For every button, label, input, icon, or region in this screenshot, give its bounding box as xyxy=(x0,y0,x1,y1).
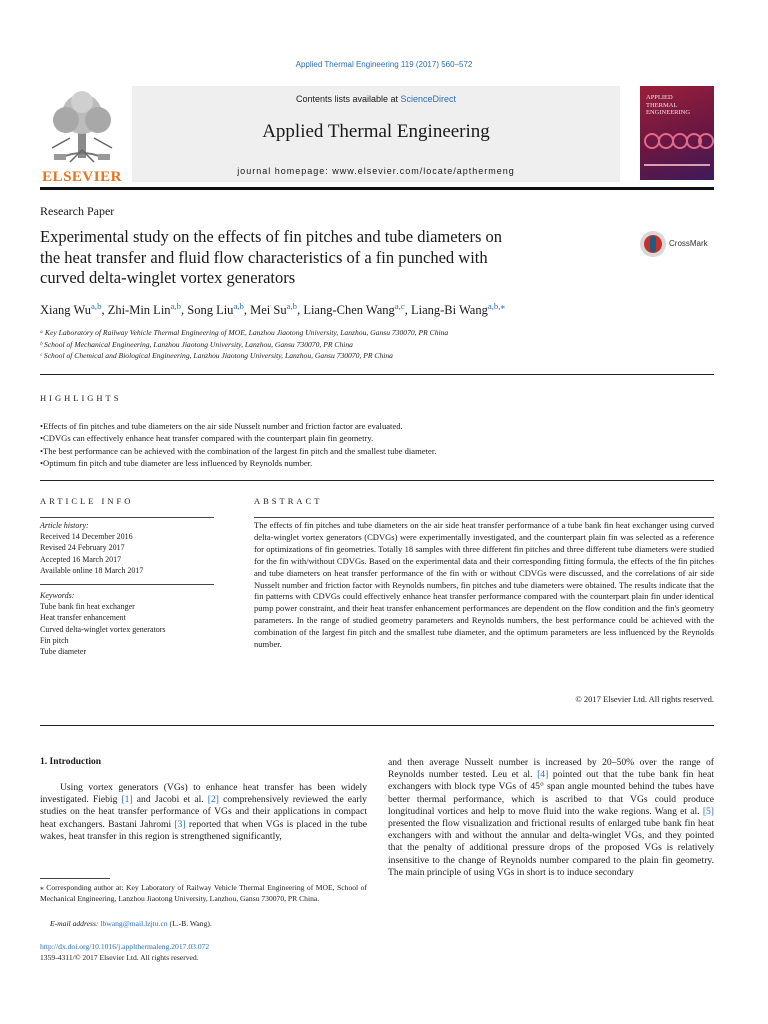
contents-prefix: Contents lists available at xyxy=(295,94,401,104)
abstract-bottom-rule xyxy=(40,725,714,726)
article-info-rule xyxy=(40,517,214,518)
highlight-item: • Effects of fin pitches and tube diameters on the air side Nusselt number and friction factor are evaluated. xyxy=(40,420,714,432)
affiliation-c: ᶜ School of Chemical and Biological Engineering, Lanzhou Jiaotong University, Lanzhou, Gansu 730070, PR China xyxy=(40,351,393,360)
cover-line-1: APPLIED xyxy=(646,94,673,101)
title-line-1: Experimental study on the effects of fin pitches and tube diameters on xyxy=(40,227,503,246)
corresponding-author-note: ⁎ Corresponding author at: Key Laboratory of Railway Vehicle Thermal Engineering of MOE, School of Mechanical Engineering, Lanzhou Jiaotong University, Lanzhou, Gansu 730070, PR China. xyxy=(40,883,367,903)
author[interactable]: Xiang Wu$^{a,b}$, xyxy=(40,300,108,317)
highlights-top-rule xyxy=(40,374,714,375)
highlights-heading: HIGHLIGHTS xyxy=(40,393,122,403)
citation-ref[interactable]: [2] xyxy=(207,794,219,806)
abstract-rule xyxy=(254,517,714,518)
history-label: Article history: xyxy=(40,521,89,530)
author[interactable]: Liang-Bi Wang$^{a,b,⁎}$ xyxy=(410,300,505,317)
cover-footer-strip xyxy=(644,164,710,166)
article-title xyxy=(40,227,620,289)
abstract-text: The effects of fin pitches and tube diameters on the air side heat transfer performance of a tube bank fin heat exchanger using curved delta-winglet vortex generators (CDVGs) were experimentally investigated, and the counterpart plain fin was selected as a reference for optimizations of fin geometries. Totally 18 samples with three different fin pitches and three different tube diameters were studied for the fin with/without CDVGs. Based on the experimental data and their corresponding fitting formula, the effects of the fin pitches and tube diameters on heat transfer performance of the fin with or without CDVGs were discussed, and the correlations of air side Nusselt number and friction factor with Reynolds numbers, fin pitches and tube diameters were obtained. The results indicate that the fin patterns with CDVGs could effectively enhance heat transfer performance compared with the counterpart plain fin under identical pump power constraint, and their heat transfer enhancement performances are dependent on the flow condition and the fin's geometry parameters. In the range of studied geometry parameters and Reynolds numbers, the best performance could be achieved with the combination of the largest fin pitch and the smallest tube diameter, and the optimum parameters are less influenced by the Reynolds number. xyxy=(254,520,714,650)
journal-citation[interactable]: Applied Thermal Engineering 119 (2017) 560–572 xyxy=(295,60,473,69)
keywords-label: Keywords: xyxy=(40,591,75,600)
elsevier-wordmark: ELSEVIER xyxy=(42,169,122,185)
cover-line-2: THERMAL xyxy=(646,101,678,109)
header-rule xyxy=(40,187,714,190)
affiliation-b: ᵇ School of Mechanical Engineering, Lanzhou Jiaotong University, Lanzhou, Gansu 730070, PR China xyxy=(40,339,353,349)
elsevier-tree-icon xyxy=(40,88,124,166)
crossmark-icon xyxy=(639,230,667,258)
cover-title xyxy=(646,94,690,117)
sciencedirect-link[interactable]: ScienceDirect xyxy=(400,94,457,104)
email-suffix: (L.-B. Wang). xyxy=(167,919,212,928)
citation-ref[interactable]: [5] xyxy=(702,805,714,817)
journal-homepage[interactable]: journal homepage: www.elsevier.com/locate/apthermeng xyxy=(237,166,515,176)
highlight-item: • The best performance can be achieved with the combination of the largest fin pitch and the smallest tube diameter. xyxy=(40,445,714,457)
keywords xyxy=(40,590,230,657)
highlight-item: • CDVGs can effectively enhance heat transfer compared with the counterpart plain fin geometry. xyxy=(40,432,714,444)
author[interactable]: Zhi-Min Lin$^{a,b}$, xyxy=(107,300,188,317)
highlights-bottom-rule xyxy=(40,480,714,481)
keyword: Heat transfer enhancement xyxy=(40,613,126,623)
article-info-heading: ARTICLE INFO xyxy=(40,496,134,506)
intro-heading: 1. Introduction xyxy=(40,757,102,767)
keyword: Tube diameter xyxy=(40,647,87,657)
article-history xyxy=(40,520,214,576)
history-accepted: Accepted 16 March 2017 xyxy=(40,554,122,564)
keyword: Curved delta-winglet vortex generators xyxy=(40,624,166,634)
abstract-heading: ABSTRACT xyxy=(254,496,323,506)
cover-line-3: ENGINEERING xyxy=(646,109,691,116)
author[interactable]: Mei Su$^{a,b}$, xyxy=(250,300,304,317)
email-link[interactable]: lbwang@mail.lzjtu.cn xyxy=(100,919,168,928)
crossmark-label: CrossMark xyxy=(669,239,708,248)
email-line xyxy=(50,919,212,928)
author[interactable]: Song Liu$^{a,b}$, xyxy=(187,300,251,317)
title-line-3: curved delta-winglet vortex generators xyxy=(40,268,296,287)
author-list xyxy=(40,300,505,318)
article-type: Research Paper xyxy=(40,204,115,218)
citation-ref[interactable]: [4] xyxy=(537,769,549,781)
intro-right-paragraph: and then average Nusselt number is increased by 20–50% over the range of Reynolds number tested. Leu et al. [4] pointed out that the tube bank fin heat exchangers with block type VGs of 45° span angle mounted behind the tubes have better thermal performance, which is ascribed to that VGs could produce longitudinal vortices and help to move fluid into the wake regions. Wang et al. [5] presented the flow visualization and frictional results of enlarged tube bank fin heat exchangers with and without the annular and delta-winglet VGs, and they pointed that the penalty of additional pressure drops of the proposed VGs is relatively insensitive to the change of Reynolds number compared to the plain fin geometry. The main principle of using VGs in short is to induce secondary xyxy=(388,757,714,878)
affiliation-a: ᵃ Key Laboratory of Railway Vehicle Thermal Engineering of MOE, Lanzhou Jiaotong University, Lanzhou, Gansu 730070, PR China xyxy=(40,328,449,337)
history-online: Available online 18 March 2017 xyxy=(40,565,144,575)
email-label: E-mail address: xyxy=(50,919,101,928)
affiliations xyxy=(40,327,448,362)
keywords-rule xyxy=(40,584,214,585)
citation-ref[interactable]: [3] xyxy=(174,818,186,830)
journal-name[interactable]: Applied Thermal Engineering xyxy=(262,121,490,142)
history-revised: Revised 24 February 2017 xyxy=(40,543,125,553)
issn-line: 1359-4311/© 2017 Elsevier Ltd. All rights reserved. xyxy=(40,953,199,962)
cover-graphic-icon xyxy=(640,126,714,156)
keyword: Tube bank fin heat exchanger xyxy=(40,602,135,612)
elsevier-logo xyxy=(40,88,124,185)
contents-line xyxy=(132,94,620,104)
highlight-item: • Optimum fin pitch and tube diameter are less influenced by Reynolds number. xyxy=(40,457,714,469)
title-line-2: the heat transfer and fluid flow characteristics of a fin punched with xyxy=(40,247,488,267)
author[interactable]: Liang-Chen Wang$^{a,c}$, xyxy=(303,300,411,317)
highlights-list xyxy=(40,420,714,469)
abstract-copyright: © 2017 Elsevier Ltd. All rights reserved. xyxy=(575,694,714,704)
intro-left-paragraph: Using vortex generators (VGs) to enhance heat transfer has been widely investigated. Fiebig [1] and Jacobi et al. [2] comprehensively reviewed the early studies on the heat transfer performance of VGs and their applications in compact heat exchangers. Bastani Jahromi [3] reported that when VGs is placed in the tube wakes, heat transfer in this region is strengthened significantly, xyxy=(40,782,367,842)
doi-link[interactable]: http://dx.doi.org/10.1016/j.applthermaleng.2017.03.072 xyxy=(40,942,210,951)
history-received: Received 14 December 2016 xyxy=(40,532,133,542)
crossmark-badge[interactable] xyxy=(639,230,719,258)
citation-ref[interactable]: [1] xyxy=(121,794,133,806)
footnote-rule xyxy=(40,878,110,879)
keyword: Fin pitch xyxy=(40,635,69,645)
journal-cover[interactable] xyxy=(640,86,714,180)
